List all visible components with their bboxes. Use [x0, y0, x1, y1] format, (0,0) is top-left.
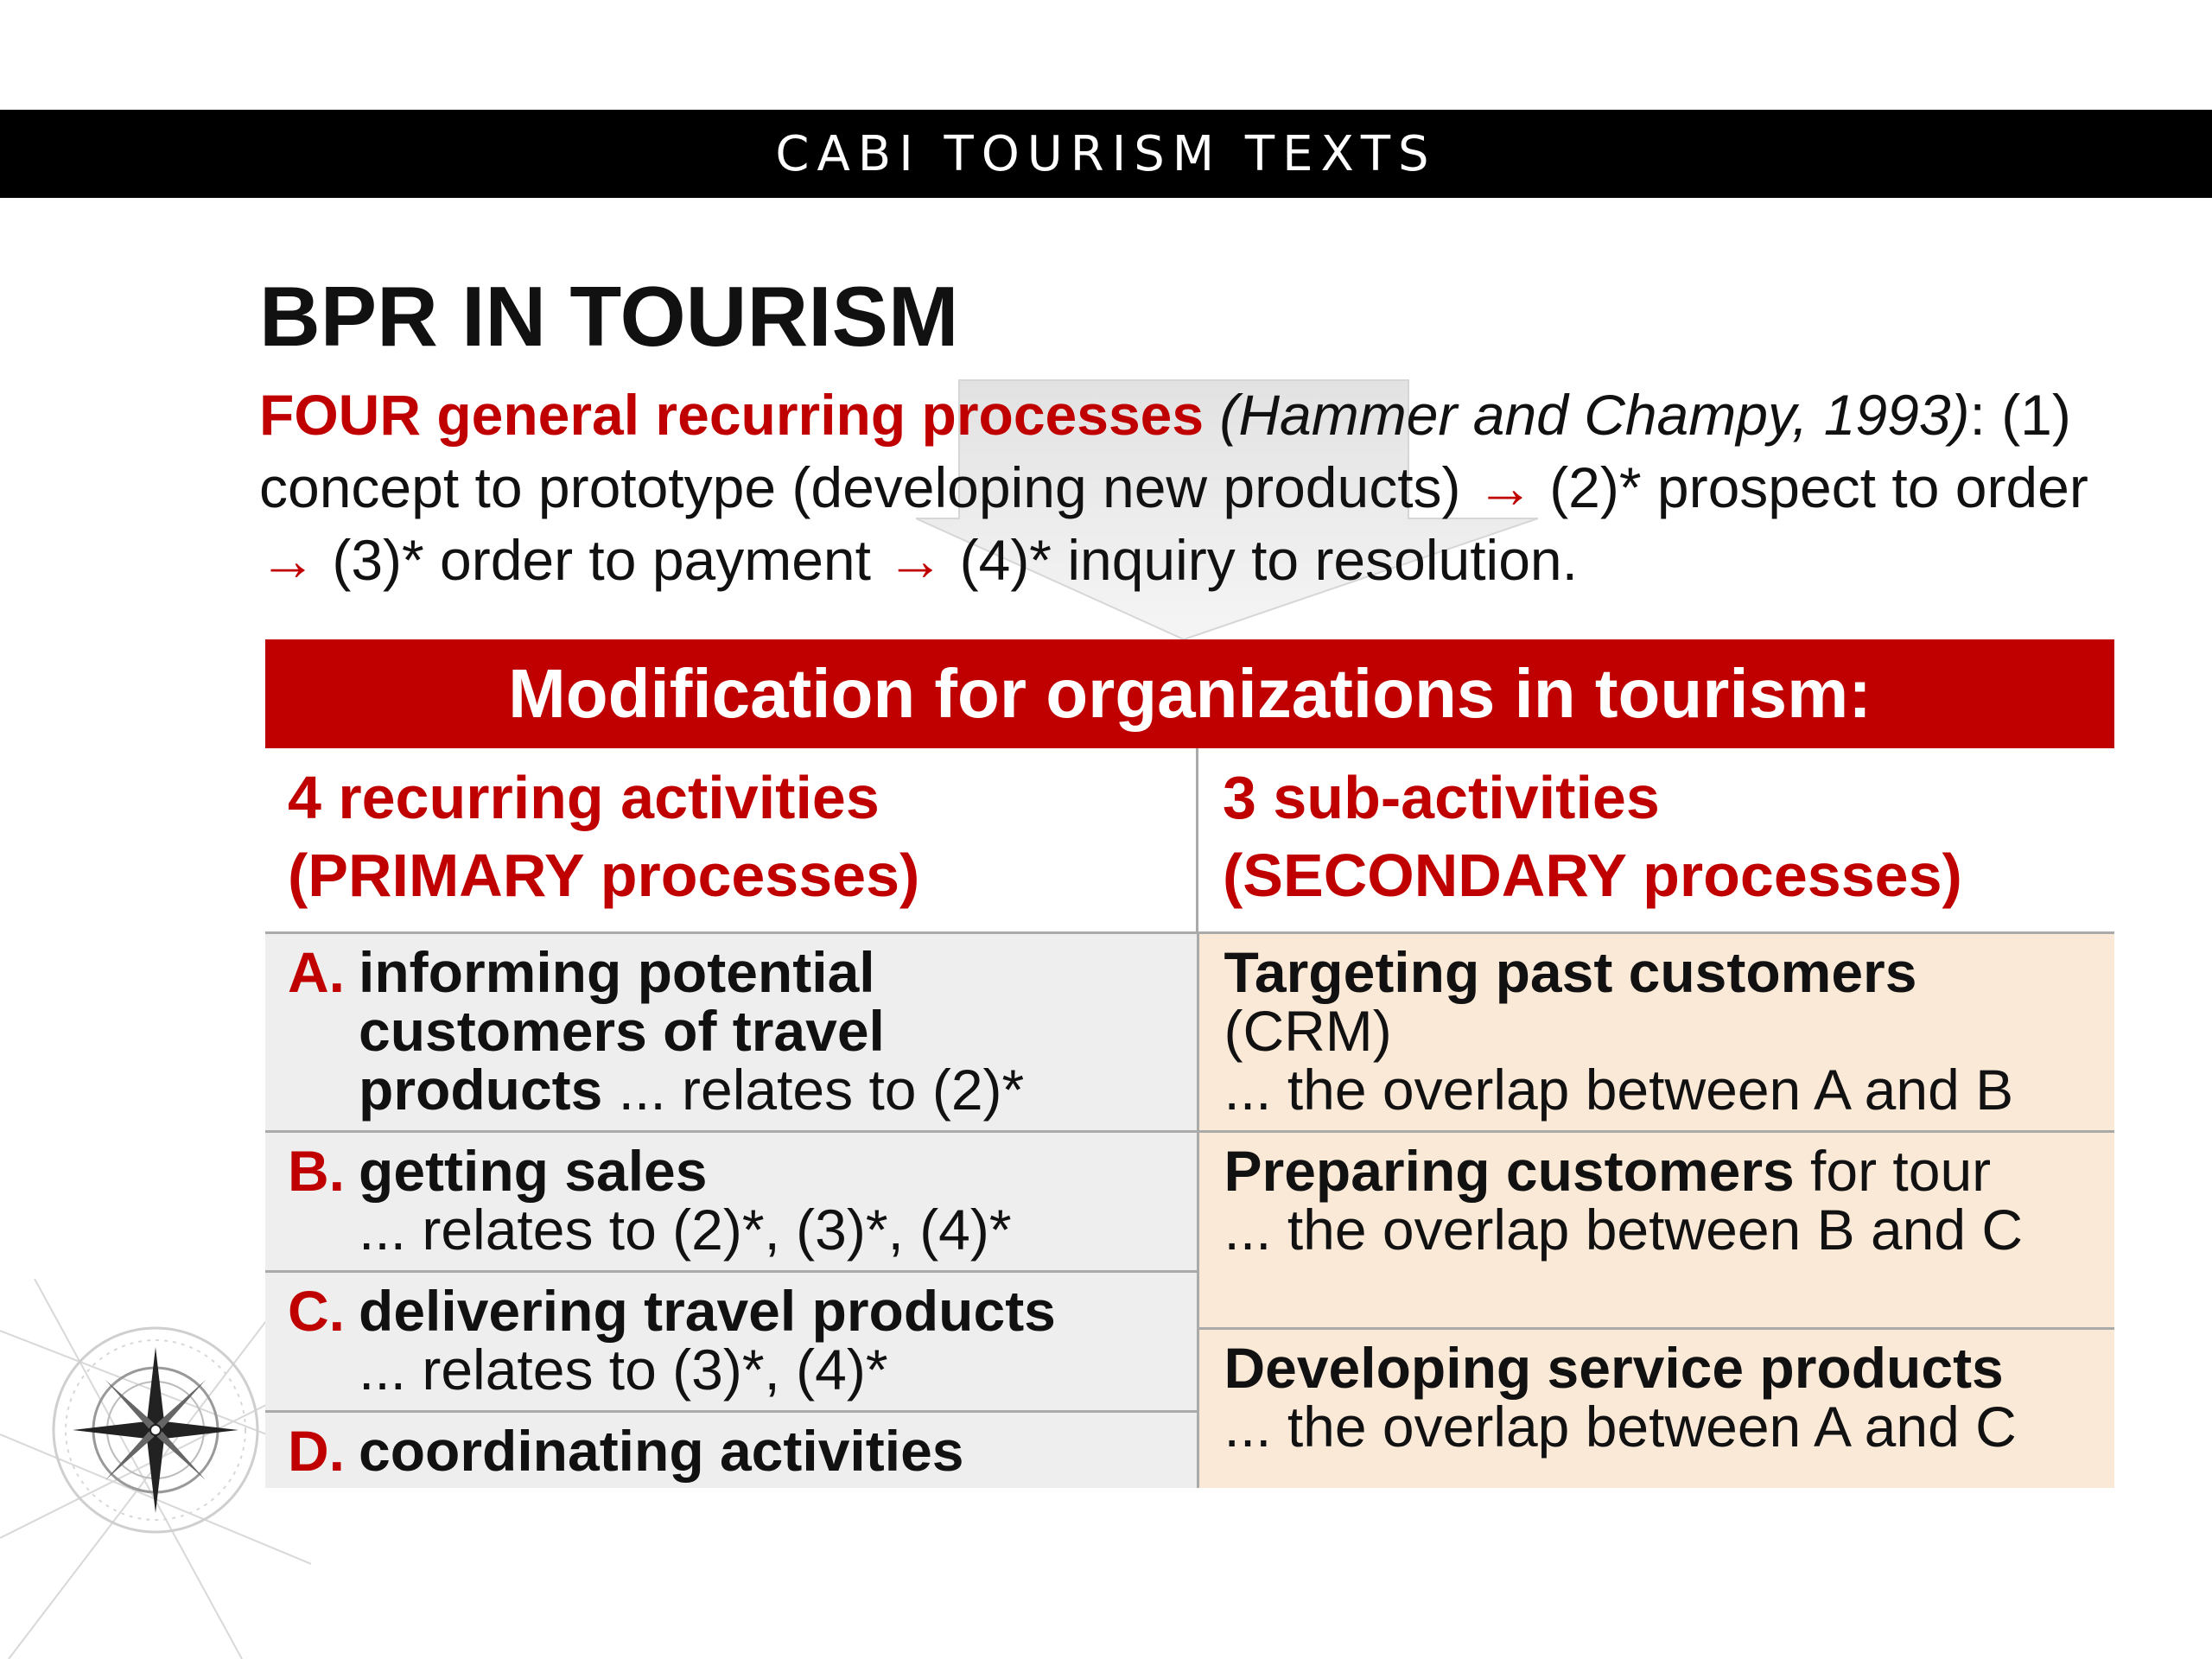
process-table — [265, 639, 2114, 1488]
primary-row-d — [265, 1410, 1197, 1488]
compass-rose-icon — [0, 1279, 311, 1659]
row-letter: D. — [288, 1419, 345, 1483]
table-body — [265, 931, 2114, 1488]
primary-a-line-1: informing potential — [359, 940, 875, 1004]
secondary-3-overlap: ... the overlap between A and C — [1224, 1395, 2017, 1459]
secondary-2-rest: for tour — [1794, 1139, 1992, 1203]
intro-paragraph — [259, 378, 2134, 596]
primary-a-relates: ... relates to (2)* — [602, 1058, 1025, 1122]
primary-header-line-2: (PRIMARY processes) — [288, 842, 920, 909]
intro-part-1: : (1) concept to prototype (developing new products) — [259, 383, 2071, 519]
primary-row-b — [265, 1130, 1197, 1270]
arrow-2: → — [259, 528, 316, 592]
primary-a-line-3: products — [359, 1058, 603, 1122]
primary-a-line-2: customers of travel — [359, 999, 885, 1063]
intro-citation: (Hammer and Champy, 1993) — [1219, 383, 1970, 447]
primary-b-label: getting sales — [359, 1139, 708, 1203]
arrow-3: → — [887, 528, 944, 592]
secondary-column — [1199, 931, 2114, 1488]
intro-part-3: (3)* order to payment — [316, 528, 887, 592]
row-letter: A. — [288, 940, 345, 1004]
brand-text: CABI TOURISM TEXTS — [775, 125, 1437, 182]
intro-part-2: (2)* prospect to order — [1533, 455, 2088, 519]
secondary-1-overlap: ... the overlap between A and B — [1224, 1058, 2014, 1122]
primary-row-a — [265, 931, 1197, 1130]
primary-row-c — [265, 1270, 1197, 1410]
intro-lead: FOUR general recurring processes — [259, 383, 1205, 447]
secondary-2-overlap: ... the overlap between B and C — [1224, 1198, 2024, 1262]
secondary-3-label: Developing service products — [1224, 1336, 2004, 1400]
secondary-1-label: Targeting past customers — [1224, 940, 1917, 1004]
arrow-1: → — [1476, 455, 1534, 519]
primary-d-label: coordinating activities — [359, 1419, 964, 1483]
secondary-row-develop — [1199, 1327, 2114, 1488]
secondary-row-crm — [1199, 931, 2114, 1130]
secondary-header-line-2: (SECONDARY processes) — [1223, 842, 1962, 909]
primary-c-label: delivering travel products — [359, 1279, 1056, 1343]
table-header-row — [265, 748, 2114, 931]
secondary-header-line-1: 3 sub-activities — [1223, 764, 1660, 831]
primary-c-relates: ... relates to (3)*, (4)* — [359, 1338, 888, 1402]
table-banner: Modification for organizations in tourism: — [265, 639, 2114, 748]
secondary-1-line-2: (CRM) — [1224, 999, 1392, 1063]
secondary-row-prepare — [1199, 1130, 2114, 1327]
header-band — [0, 110, 2212, 198]
secondary-header — [1198, 748, 2114, 931]
slide-title: BPR IN TOURISM — [259, 269, 959, 364]
row-letter: C. — [288, 1279, 345, 1343]
primary-header-line-1: 4 recurring activities — [288, 764, 880, 831]
intro-part-4: (4)* inquiry to resolution. — [944, 528, 1578, 592]
primary-column — [265, 931, 1199, 1488]
primary-header — [265, 748, 1198, 931]
secondary-2-label: Preparing customers — [1224, 1139, 1795, 1203]
row-letter: B. — [288, 1139, 345, 1203]
primary-b-relates: ... relates to (2)*, (3)*, (4)* — [359, 1198, 1012, 1262]
